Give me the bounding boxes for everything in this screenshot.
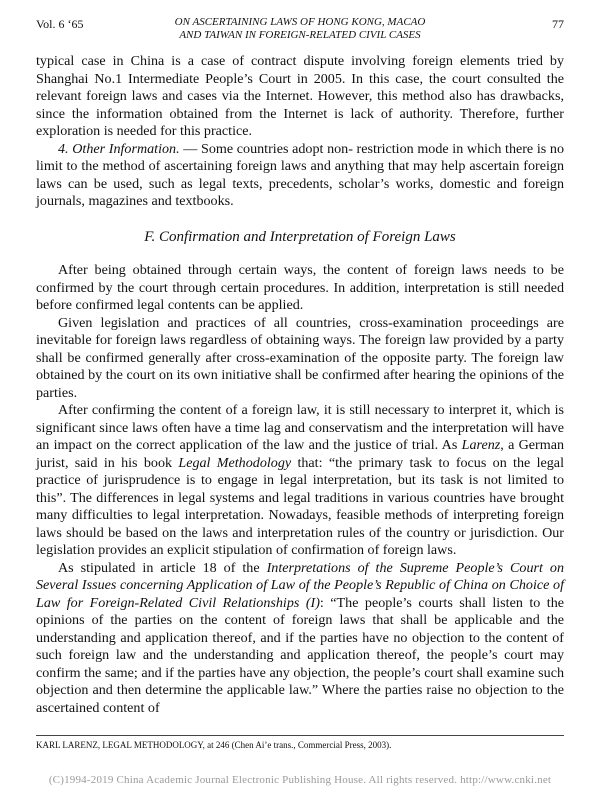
paragraph-2-heading: 4. Other Information. [58,140,180,157]
volume-number: Vol. 6 ‘65 [36,17,84,31]
paragraph-5 [36,402,564,560]
running-title-line-1: ON ASCERTAINING LAWS OF HONG KONG, MACAO [174,16,426,28]
paragraph-2 [36,141,564,211]
paragraph-6-part-b: : “The people’s courts shall listen to the opinions of the parties on the content of foreign laws that shall be applicable and the understanding and application thereof, and if the parties have no objection to the content of such foreign law and the understanding and application thereof, the people’s court may confirm the same; and if the parties have any objection, the people’s court shall examine such objection and then determine the applicable law.” Where the parties raise no objection to the ascertained content of [36,594,564,716]
section-title: F. Confirmation and Interpretation of Foreign Laws [144,228,456,245]
book-title: Legal Methodology [178,454,292,471]
paragraph-3: After being obtained through certain ways, the content of foreign laws needs to be confirmed by the court through certain procedures. In addition, interpretation is still needed before confirmed legal contents can be applied. [36,262,564,313]
paragraph-5-part-c: that: “the primary task to focus on the legal practice of jurisprudence is to engage in legal interpretation, but its task is not limited to this”. The differences in legal systems and legal traditions in various countries have brought many difficulties to legal interpretation. Nowadays, feasible methods of interpreting foreign laws should be based on the laws and interpretation rules of the country or jurisdiction. Our legislation provides an explicit stipulation of confirmation of foreign laws. [36,454,564,558]
paragraph-5-part-b: , a German jurist, said in his book [36,437,565,471]
footnote-divider [36,735,564,736]
running-title-line-2: AND TAIWAN IN FOREIGN-RELATED CIVIL CASES [179,29,421,41]
page-number: 77 [552,17,564,31]
paragraph-6-part-a: As stipulated in article 18 of the [58,559,267,576]
article-body [36,53,564,717]
paragraph-6 [36,560,564,718]
paragraph-1: typical case in China is a case of contract dispute involving foreign elements tried by Shanghai No.1 Intermediate People’s Court in 2005. In this case, the court consulted the relevant foreign laws and cases via the Internet. However, this method also has drawbacks, since the information obtained from the Internet is lack of authority. Therefore, further exploration is needed for this practice. [36,53,564,139]
author-name: Larenz [461,437,501,453]
interpretation-title: Interpretations of the Supreme People’s Court on Several Issues concerning Application of Law of the People’s Republic of China on Choice of Law for Foreign-Related Civil Relationships (I) [36,559,564,611]
paragraph-5-part-a: After confirming the content of a foreign law, it is still necessary to interpret it, which is significant since laws often have a time lag and conservatism and the interpretation will have an impact on the correct application of the law and the justice of trial. As [36,402,564,453]
running-title [36,16,564,42]
paragraph-2-text: — Some countries adopt non- restriction mode in which there is no limit to the method of ascertaining foreign laws and anything that may help ascertain foreign laws can be used, such as legal texts, precedents, scholar’s works, domestic and foreign journals, magazines and textbooks. [36,140,564,209]
footnote: KARL LARENZ, LEGAL METHODOLOGY, at 246 (Chen Ai’e trans., Commercial Press, 2003). [36,740,392,750]
paragraph-4: Given legislation and practices of all countries, cross-examination proceedings are inevitable for foreign laws regardless of obtaining ways. The foreign law provided by a party shall be confirmed generally after cross-examination of the opposite party. The foreign law obtained by the court on its own initiative shall be confirmed after hearing the opinions of the parties. [36,314,564,401]
page-header [36,14,564,48]
copyright-watermark: (C)1994-2019 China Academic Journal Electronic Publishing House. All rights reserved. http://www.cnki.net [48,774,552,786]
